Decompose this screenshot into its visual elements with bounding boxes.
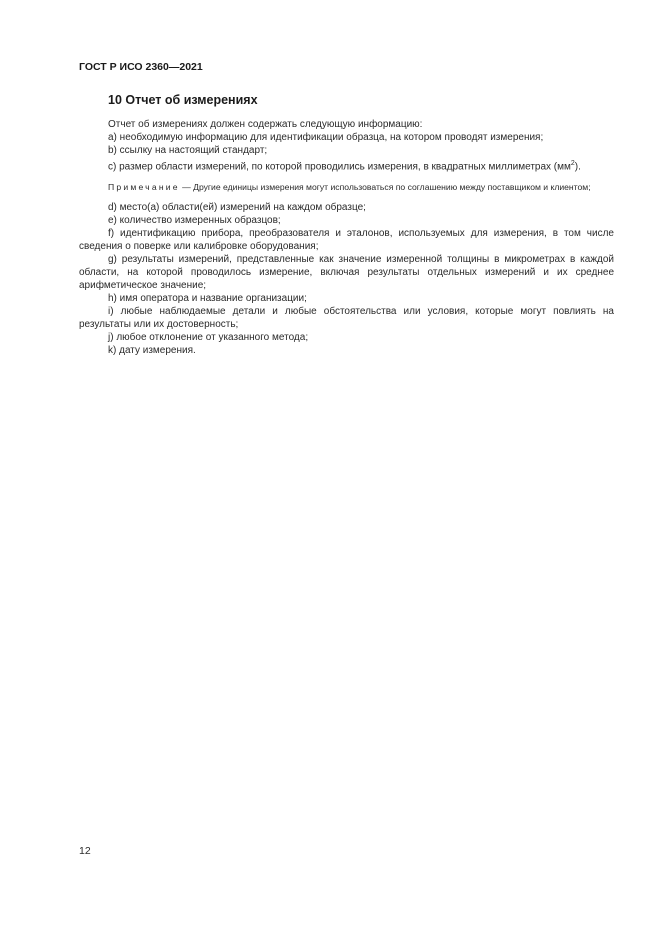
section-body xyxy=(79,118,614,357)
list-item-d: d) место(а) области(ей) измерений на каждом образце; xyxy=(108,202,366,214)
list-item-c-text: c) размер области измерений, по которой проводились измерения, в квадратных миллиметрах (мм xyxy=(108,161,571,173)
list-item-j: j) любое отклонение от указанного метода; xyxy=(108,332,309,344)
note xyxy=(79,181,614,193)
page-number: 12 xyxy=(79,845,91,857)
list-item-f: f) идентификацию прибора, преобразователя и эталонов, используемых для измерения, в том числе сведения о поверке или калибровке оборудования; xyxy=(79,228,614,253)
list-item-k: k) дату измерения. xyxy=(108,345,196,357)
note-label: Примечание xyxy=(108,182,180,193)
list-item-b: b) ссылку на настоящий стандарт; xyxy=(108,145,268,156)
list-item-c-superscript: 2 xyxy=(570,160,575,167)
section-title: 10 Отчет об измерениях xyxy=(108,93,258,107)
paragraph-intro: Отчет об измерениях должен содержать следующую информацию: xyxy=(108,119,423,130)
document-header: ГОСТ Р ИСО 2360—2021 xyxy=(79,61,203,73)
list-item-c xyxy=(79,157,614,173)
list-item-i: i) любые наблюдаемые детали и любые обстоятельства или условия, которые могут повлиять на результаты или их достоверность; xyxy=(79,306,614,331)
list-item-e: e) количество измеренных образцов; xyxy=(108,215,281,227)
list-item-c-tail: ). xyxy=(574,161,581,173)
list-item-h: h) имя оператора и название организации; xyxy=(108,293,307,305)
list-item-g: g) результаты измерений, представленные как значение измеренной толщины в микрометрах в каждой области, на которой проводилось измерение, включая результаты отдельных измерений и их среднее арифметическое значение; xyxy=(79,254,614,292)
note-text: — Другие единицы измерения могут использоваться по соглашению между поставщиком и клиентом; xyxy=(179,182,591,193)
list-item-a: a) необходимую информацию для идентификации образца, на котором проводят измерения; xyxy=(108,132,544,143)
